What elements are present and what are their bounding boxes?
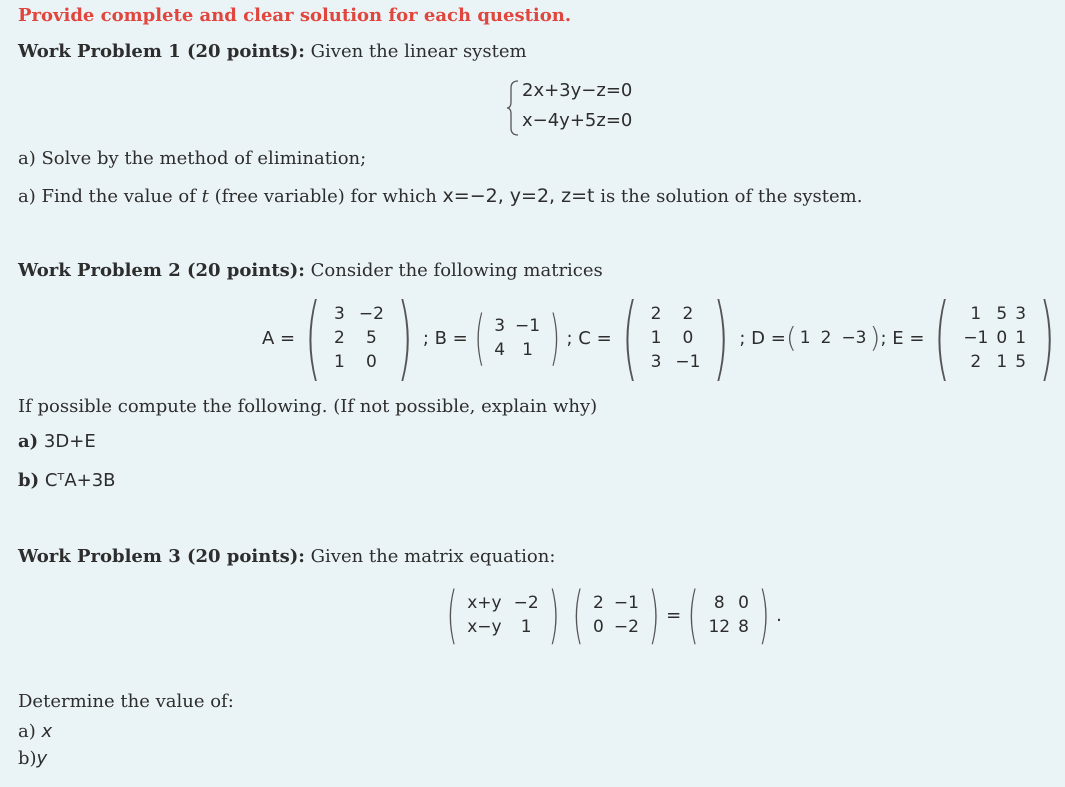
matrix-unknown-entry: 1	[520, 617, 532, 637]
matrix-result: ( 8 0 12 8 )	[687, 578, 770, 651]
problem-1-title: Work Problem 1 (20 points):	[18, 41, 305, 62]
matrix-unknown-entry: x+y	[467, 593, 502, 613]
matrix-D-entry: 2	[820, 328, 832, 348]
problem-3-part-b	[18, 748, 47, 769]
matrix-E-entry: 2	[970, 352, 982, 372]
matrix-E-entry: 5	[1015, 352, 1027, 372]
part-b-label: b)	[18, 748, 37, 769]
problem-2-part-b	[18, 470, 116, 491]
equals-sign: =	[666, 604, 682, 626]
matrix-coefficient-entry: −2	[613, 617, 639, 637]
matrix-result-entry: 12	[708, 617, 731, 637]
matrix-unknown: ( x+y −2 x−y 1 )	[446, 578, 560, 651]
matrix-A-entry: 2	[334, 328, 345, 348]
problem-2-intro: Consider the following matrices	[304, 260, 603, 281]
matrix-D-label: ; D =	[739, 327, 786, 349]
instructions-heading: Provide complete and clear solution for each question.	[18, 5, 572, 26]
compute-instruction: If possible compute the following. (If not possible, explain why)	[18, 396, 598, 417]
matrix-unknown-entry: −2	[513, 593, 539, 613]
matrix-C-entry: −1	[675, 352, 701, 372]
matrix-B-entry: 3	[494, 316, 506, 336]
matrix-D-entry: 1	[799, 328, 811, 348]
variable-y: y	[36, 748, 48, 769]
system-equation-2: x−4y+5z=0	[522, 110, 633, 131]
variable-x: x	[41, 721, 53, 742]
problem-2-part-a	[18, 431, 96, 452]
matrix-B-entry: 4	[494, 340, 506, 360]
matrix-C-entry: 2	[682, 304, 694, 324]
part-b-suffix: is the solution of the system.	[594, 186, 863, 207]
problem-3-intro: Given the matrix equation:	[304, 546, 556, 567]
matrix-coefficient: ( 2 −1 0 −2 )	[572, 578, 660, 651]
part-a-label: a)	[18, 431, 39, 452]
matrix-A-entry: −2	[358, 304, 384, 324]
matrix-E-entry: 1	[970, 304, 982, 324]
matrix-C-entry: 0	[682, 328, 694, 348]
matrix-result-entry: 0	[738, 593, 749, 613]
matrix-coefficient-entry: 0	[593, 617, 604, 637]
matrix-E-entry: 5	[996, 304, 1008, 324]
matrix-B: ( 3 −1 4 1 )	[474, 303, 561, 373]
problem-2-statement	[18, 260, 603, 281]
matrix-C-entry: 2	[650, 304, 662, 324]
matrix-B-entry: −1	[515, 316, 541, 336]
matrix-E-entry: −1	[963, 328, 989, 348]
problem-3-part-a	[18, 721, 52, 742]
matrix-C-label: ; C =	[566, 327, 612, 349]
matrix-B-label: ; B =	[422, 327, 468, 349]
matrix-E-entry: 1	[1015, 328, 1027, 348]
system-equation-1: 2x+3y−z=0	[522, 80, 633, 101]
problem-1-statement	[18, 41, 527, 62]
matrix-A-entry: 0	[365, 352, 377, 372]
matrix-unknown-entry: x−y	[467, 617, 502, 637]
matrix-C-entry: 1	[650, 328, 662, 348]
problem-1-part-a: a) Solve by the method of elimination;	[18, 148, 367, 169]
part-b-expression: CᵀA+3B	[44, 470, 116, 491]
matrix-A-label: A =	[262, 327, 296, 349]
matrix-D-entry: −3	[841, 328, 867, 348]
matrix-C: ( 2 2 1 0 3 −1 )	[621, 284, 730, 391]
matrix-C-entry: 3	[650, 352, 662, 372]
part-b-label: b)	[18, 470, 40, 491]
free-variable: t	[201, 186, 209, 207]
matrix-E-entry: 3	[1015, 304, 1027, 324]
matrix-A: ( 3 −2 2 5 1 0 )	[304, 284, 413, 391]
matrix-A-entry: 5	[365, 328, 377, 348]
problem-1-part-b	[18, 185, 862, 207]
problem-3-statement	[18, 546, 555, 567]
matrix-E-entry: 0	[996, 328, 1008, 348]
matrix-B-entry: 1	[522, 340, 533, 360]
part-a-label: a)	[18, 721, 42, 742]
matrix-E: ( 1 5 3 −1 0 1 2 1 5 )	[934, 284, 1056, 391]
left-brace-icon	[506, 80, 520, 136]
matrix-A-entry: 3	[334, 304, 345, 324]
matrices-row	[262, 284, 1065, 391]
problem-3-title: Work Problem 3 (20 points):	[18, 546, 305, 567]
matrix-D: ( 1 2 −3 )	[785, 321, 881, 354]
matrix-coefficient-entry: 2	[593, 593, 604, 613]
matrix-A-entry: 1	[334, 352, 345, 372]
matrix-result-entry: 8	[713, 593, 725, 613]
part-a-expression: 3D+E	[43, 431, 96, 452]
problem-2-title: Work Problem 2 (20 points):	[18, 260, 305, 281]
matrix-result-entry: 8	[738, 617, 749, 637]
matrix-equation	[440, 578, 782, 651]
matrix-E-label: ; E =	[880, 327, 925, 349]
part-b-middle: (free variable) for which	[208, 186, 443, 207]
matrix-E-entry: 1	[996, 352, 1008, 372]
part-b-solution: x=−2, y=2, z=t	[442, 185, 595, 207]
part-b-prefix: a) Find the value of	[18, 186, 202, 207]
problem-1-intro: Given the linear system	[304, 41, 527, 62]
matrix-coefficient-entry: −1	[613, 593, 639, 613]
determine-instruction: Determine the value of:	[18, 691, 234, 712]
period: .	[776, 604, 782, 626]
